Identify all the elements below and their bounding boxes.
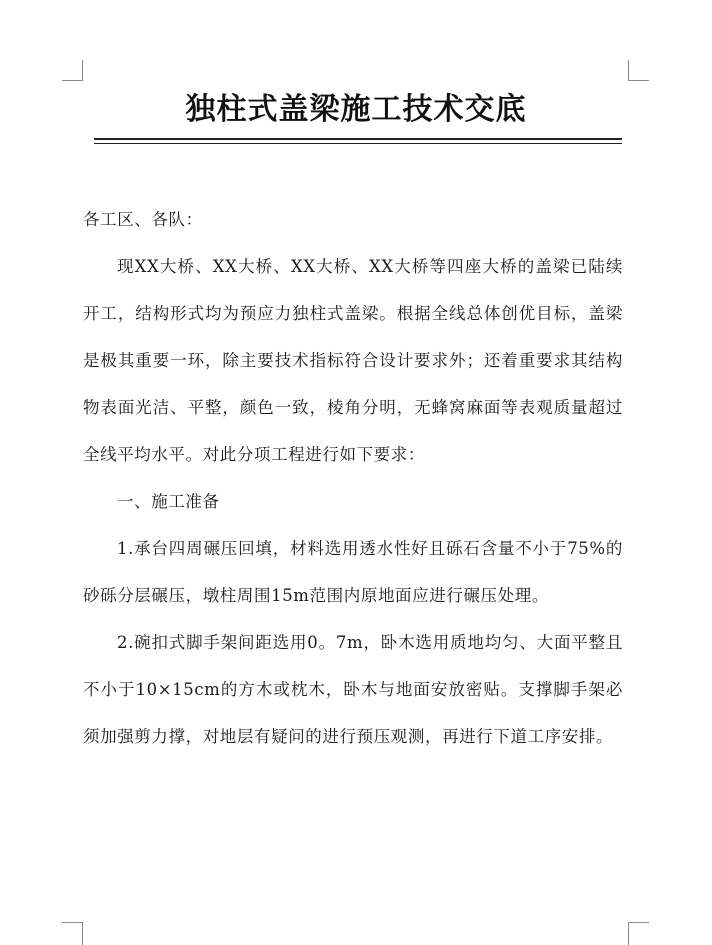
- item-paragraph-2: 2.碗扣式脚手架间距选用0。7m，卧木选用质地均匀、大面平整且不小于10×15cm的方木或枕木，卧木与地面安放密贴。支撑脚手架必须加强剪力撑，对地层有疑问的进行预压观测，再进行下道工序安排。: [83, 633, 623, 746]
- document-body: [83, 196, 623, 760]
- section-heading-preparation: 一、施工准备: [117, 492, 220, 511]
- greeting-paragraph: 各工区、各队：: [83, 210, 203, 229]
- crop-mark-bottom-right: [628, 922, 649, 945]
- crop-mark-bottom-left: [62, 922, 83, 945]
- crop-mark-top-left: [62, 60, 83, 81]
- document-title: 独柱式盖梁施工技术交底: [185, 92, 527, 127]
- title-rule-thin: [94, 143, 622, 144]
- crop-mark-top-right: [628, 60, 649, 81]
- item-paragraph-1: 1.承台四周碾压回填，材料选用透水性好且砾石含量不小于75%的砂砾分层碾压，墩柱周围15m范围内原地面应进行碾压处理。: [83, 539, 623, 605]
- intro-paragraph: 现XX大桥、XX大桥、XX大桥、XX大桥等四座大桥的盖梁已陆续开工，结构形式均为预应力独柱式盖梁。根据全线总体创优目标，盖梁是极其重要一环，除主要技术指标符合设计要求外；还着重要求其结构物表面光洁、平整，颜色一致，棱角分明，无蜂窝麻面等表观质量超过全线平均水平。对此分项工程进行如下要求：: [83, 257, 623, 464]
- title-rule-thick: [94, 138, 622, 140]
